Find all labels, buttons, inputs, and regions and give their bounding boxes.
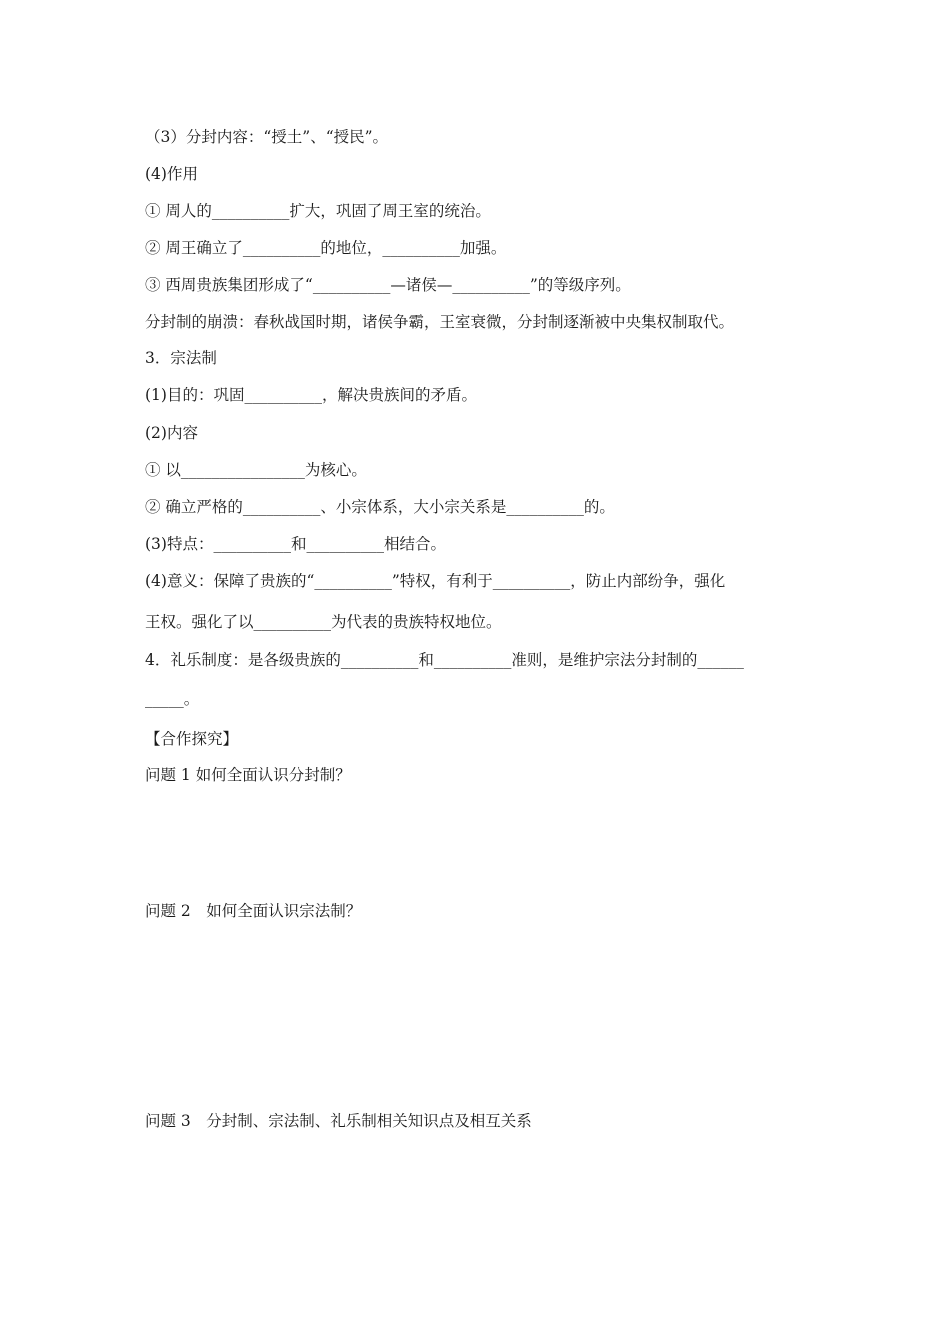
- text-line-function-1: ① 周人的__________扩大，巩固了周王室的统治。: [145, 202, 491, 220]
- text-line-collapse: 分封制的崩溃：春秋战国时期，诸侯争霸，王室衰微，分封制逐渐被中央集权制取代。: [145, 313, 735, 331]
- question-2: 问题 2 如何全面认识宗法制？: [145, 902, 362, 920]
- text-line-content-2: ② 确立严格的__________、小宗体系，大小宗关系是__________的。: [145, 498, 615, 516]
- text-line-content: （3）分封内容：“授土”、“授民”。: [145, 128, 389, 146]
- text-line-content-heading: (2)内容: [145, 424, 198, 442]
- text-line-significance-cont: 王权。强化了以__________为代表的贵族特权地位。: [145, 613, 502, 631]
- text-line-function-2: ② 周王确立了__________的地位，__________加强。: [145, 239, 507, 257]
- text-line-liyue: 4．礼乐制度：是各级贵族的__________和__________准则，是维护宗法分封制的______: [145, 651, 744, 669]
- text-line-significance: (4)意义：保障了贵族的“__________”特权，有利于__________，防止内部纷争，强化: [145, 572, 726, 590]
- text-line-content-1: ① 以________________为核心。: [145, 461, 367, 479]
- text-line-liyue-cont: _____。: [145, 690, 200, 708]
- text-line-feature: (3)特点：__________和__________相结合。: [145, 535, 446, 553]
- question-3: 问题 3 分封制、宗法制、礼乐制相关知识点及相互关系: [145, 1112, 532, 1130]
- text-line-function-heading: (4)作用: [145, 165, 198, 183]
- question-1: 问题 1 如何全面认识分封制？: [145, 766, 351, 784]
- text-line-purpose: (1)目的：巩固__________，解决贵族间的矛盾。: [145, 386, 477, 404]
- section-heading-cooperative: 【合作探究】: [145, 730, 239, 748]
- section-heading-zongfa: 3．宗法制: [145, 349, 217, 367]
- text-line-function-3: ③ 西周贵族集团形成了“__________—诸侯—__________”的等级序列。: [145, 276, 631, 294]
